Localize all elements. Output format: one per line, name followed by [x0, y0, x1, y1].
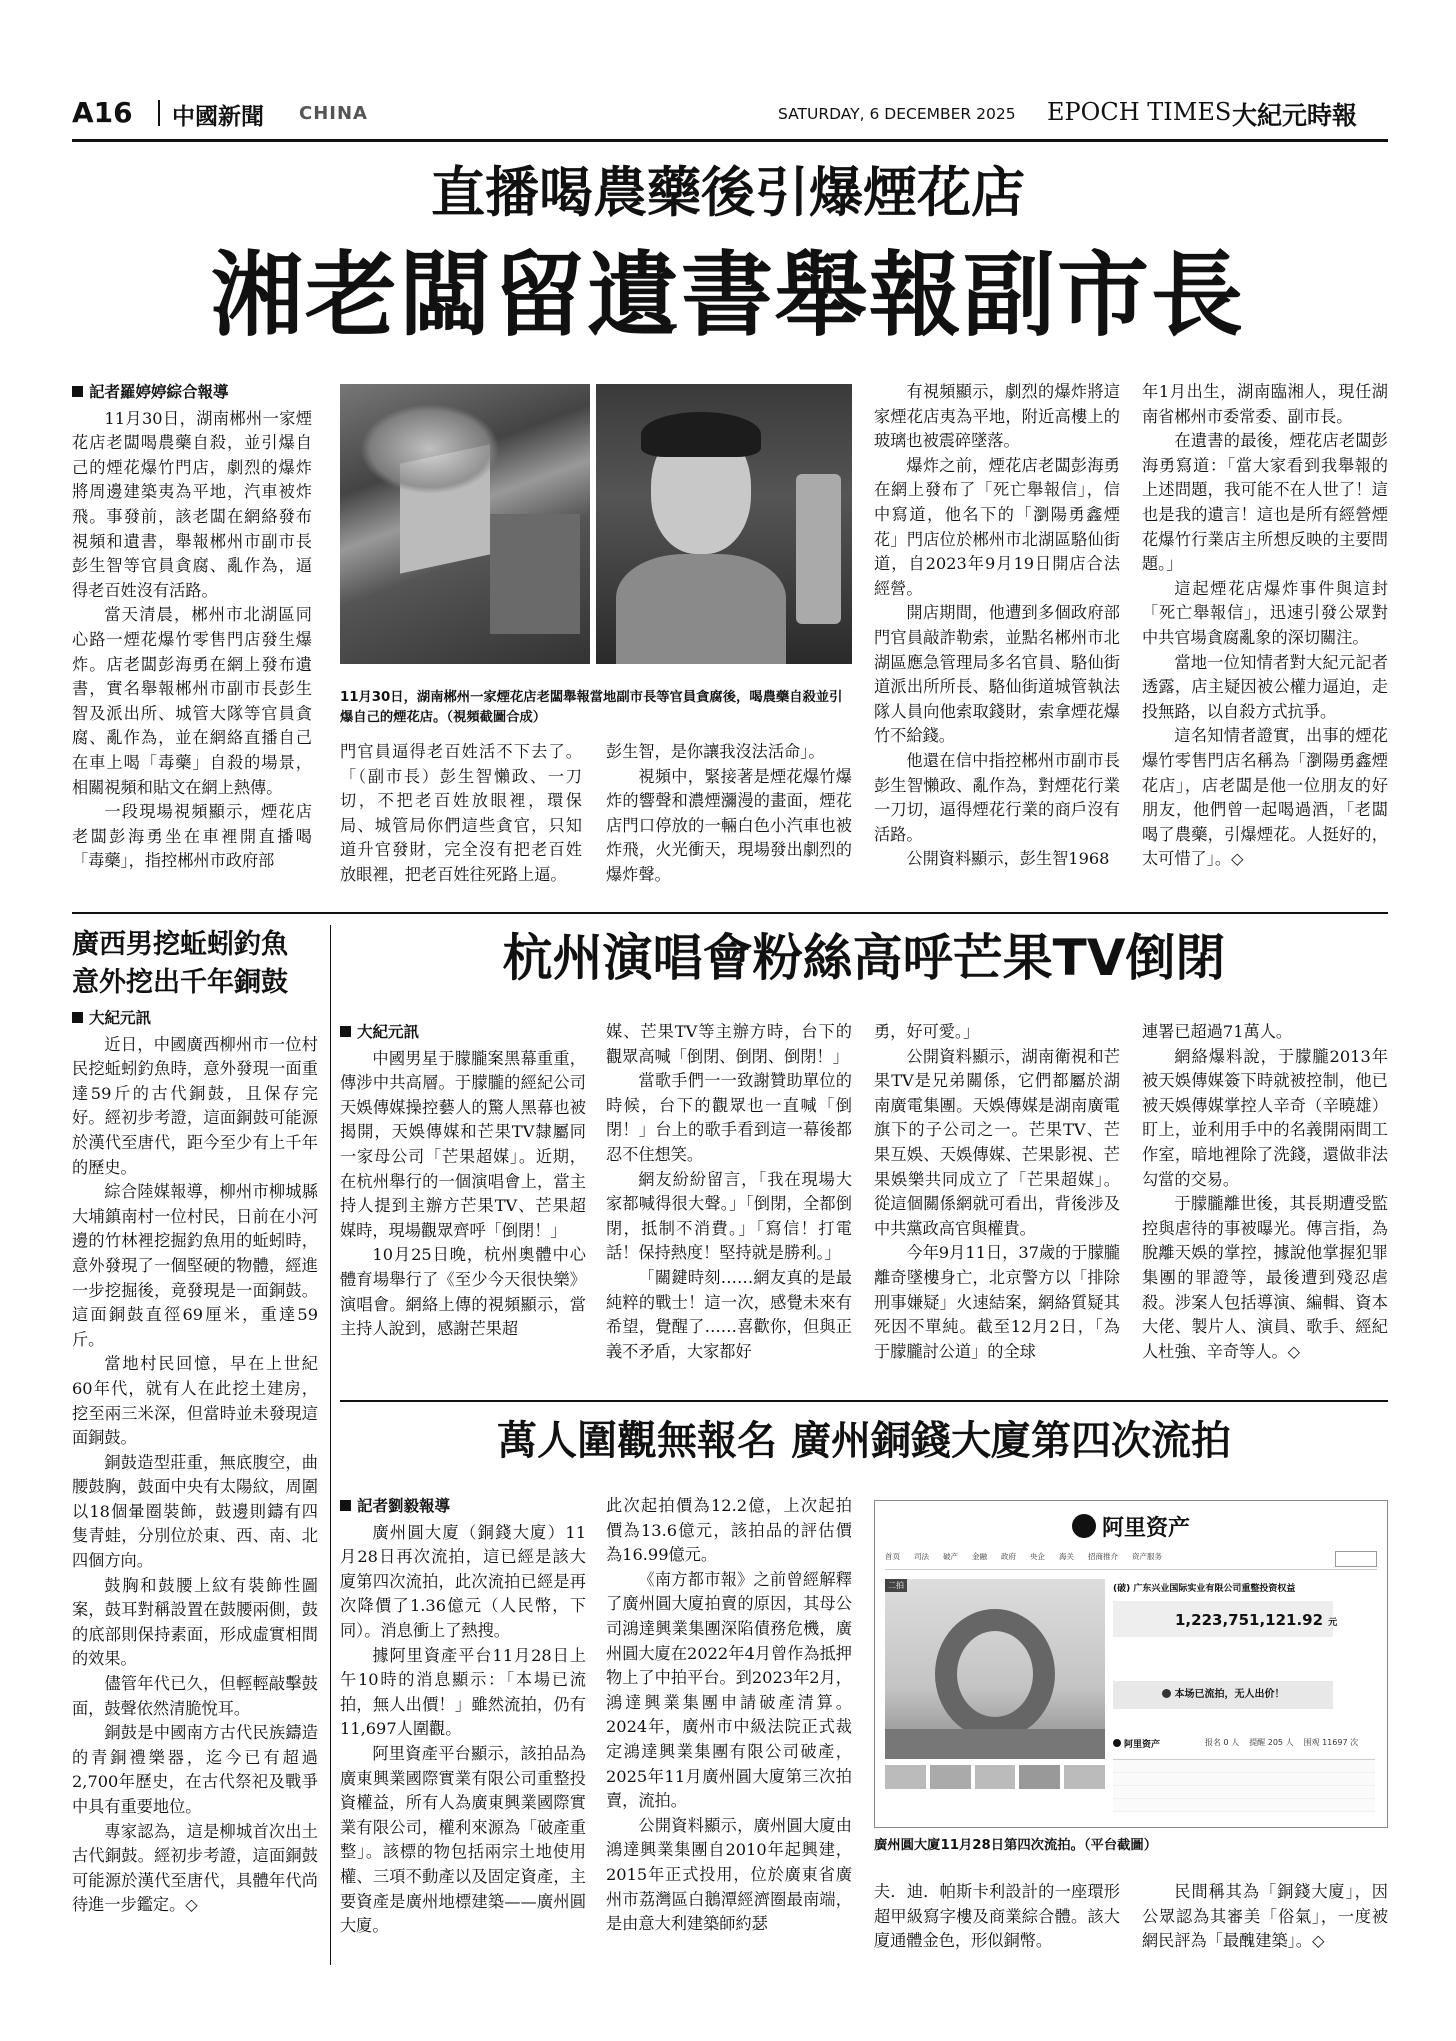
masthead — [72, 94, 1388, 134]
paragraph: 綜合陸媒報導，柳州市柳城縣大埔鎮南村一位村民，日前在小河邊的竹林裡挖掘釣魚用的蚯蚓時，意外發現了一個堅硬的物體，經進一步挖掘後，竟發現是一面銅鼓。這面銅鼓直徑69厘米，重達59斤。 — [72, 1182, 318, 1349]
story1-col1 — [72, 380, 312, 874]
paragraph: 10月25日晚，杭州奧體中心體育場舉行了《至少今天很快樂》演唱會。網絡上傳的視頻顯示，當主持人說到，感謝芒果超 — [340, 1245, 586, 1339]
nav-item[interactable]: 央企 — [1030, 1552, 1045, 1561]
paragraph: 開店期間，他遭到多個政府部門官員敲詐勒索，並點名郴州市北湖區應急管理局多名官員、駱仙街道派出所所長、駱仙街道城管執法隊人員向他索取錢財，索拿煙花爆竹不給錢。 — [874, 603, 1120, 746]
screenshot-brand: 阿里资产 — [875, 1511, 1387, 1542]
byline-square-icon — [340, 1026, 351, 1037]
story2-byline: 大紀元訊 — [72, 1006, 318, 1031]
story4-caption: 廣州圓大廈11月28日第四次流拍。（平台截圖） — [874, 1838, 1157, 1853]
story1-byline: 記者羅婷婷綜合報導 — [72, 380, 312, 405]
story4-col4 — [1142, 1880, 1388, 1954]
story2-body — [72, 1006, 318, 1918]
byline-square-icon — [72, 1012, 83, 1023]
paragraph: 鼓胸和鼓腰上紋有裝飾性圖案，鼓耳對稱設置在鼓腰兩側，鼓的底部則保持素面，形成虛實相間的效果。 — [72, 1575, 318, 1669]
story2-headline-line1: 廣西男挖蚯蚓釣魚 — [72, 929, 288, 960]
section-title-en: CHINA — [299, 103, 368, 124]
paragraph: 阿里資產平台顯示，該拍品為廣東興業國際實業有限公司重整投資權益，所有人為廣東興業國際實業有限公司，權利來源為「破產重整」。該標的物包括兩宗土地使用權、三項不動產以及固定資產，主要資產是廣州地標建築——廣州圓大廈。 — [340, 1743, 586, 1936]
story3-col3 — [874, 1020, 1120, 1364]
paragraph: 近日，中國廣西柳州市一位村民挖蚯蚓釣魚時，意外發現一面重達59斤的古代銅鼓，且保存完好。經初步考證，這面銅鼓可能源於漢代至唐代，距今至少有上千年的歷史。 — [72, 1034, 318, 1177]
paragraph: 11月30日，湖南郴州一家煙花店老闆喝農藥自殺，並引爆自己的煙花爆竹門店，劇烈的爆炸將周邊建築夷為平地，汽車被炸飛。事發前，該老闆在網絡發布視頻和遺書，舉報郴州市副市長彭生智等官員貪腐、亂作為，逼得老百姓沒有活路。 — [72, 408, 312, 600]
paragraph: 這名知情者證實，出事的煙花爆竹零售門店名稱為「瀏陽勇鑫煙花店」，店老闆是他一位朋友的好朋友，他們曾一起喝過酒，「老闆喝了農藥，引爆煙花。人挺好的，太可惜了」。◇ — [1142, 726, 1388, 869]
paragraph: 「關鍵時刻……網友真的是最純粹的戰士！這一次，感覺未來有希望，覺醒了……喜歡你，但與正義不矛盾，大家都好 — [606, 1267, 852, 1361]
stat-item: 围观 11697 次 — [1303, 1738, 1359, 1747]
lot-price: 1,223,751,121.92 元 — [1175, 1611, 1338, 1629]
nav-item[interactable]: 招商推介 — [1088, 1552, 1118, 1561]
paragraph: 彭生智，是你讓我沒法活命」。 — [606, 742, 825, 761]
paragraph: 夫．迪．帕斯卡利設計的一座環形超甲級寫字樓及商業綜合體。該大廈通體金色，形似銅幣。 — [874, 1882, 1120, 1951]
paragraph: 《南方都市報》之前曾經解釋了廣州圓大廈拍賣的原因，其母公司鴻達興業集團深陷債務危機，廣州圓大廈在2022年4月曾作為抵押物上了中拍平台。到2023年2月，鴻達興業集團申請破產清算。2024年，廣州市中級法院正式裁定鴻達興業集團有限公司破產，2025年11月廣州圓大廈第三次拍賣，流拍。 — [606, 1569, 852, 1811]
lot-status: 本场已流拍，无人出价！ — [1113, 1681, 1333, 1709]
paragraph: 儘管年代已久，但輕輕敲擊鼓面，鼓聲依然清脆悅耳。 — [72, 1674, 318, 1718]
story2-headline-line2: 意外挖出千年銅鼓 — [72, 967, 288, 998]
paragraph: 連署已超過71萬人。 — [1142, 1022, 1293, 1041]
paragraph: 在遺書的最後，煙花店老闆彭海勇寫道：「當大家看到我舉報的上述問題，我可能不在人世了！這也是我的遺言！這也是所有經營煙花爆竹行業店主所想反映的主要問題。」 — [1142, 431, 1388, 574]
story3-col1 — [340, 1020, 586, 1342]
stat-item: 提醒 205 人 — [1249, 1738, 1294, 1747]
thumbnail-strip — [885, 1765, 1105, 1789]
screenshot-nav — [885, 1551, 1377, 1570]
story2-headline — [72, 926, 322, 1002]
story1-photo — [340, 384, 852, 664]
nav-item[interactable]: 破产 — [943, 1552, 958, 1561]
paragraph: 銅鼓是中國南方古代民族鑄造的青銅禮樂器，迄今已有超過2,700年歷史，在古代祭祀及戰爭中具有重要地位。 — [72, 1723, 318, 1816]
info-icon — [1162, 1689, 1171, 1698]
paragraph: 網友紛紛留言，「我在現場大家都喊得很大聲。」「倒閉，全都倒閉，抵制不消費。」「寫信！打電話！保持熱度！堅持就是勝利。」 — [606, 1169, 852, 1263]
page-number: A16 — [72, 96, 133, 129]
explosion-aerial-photo — [340, 384, 590, 664]
lot-tag: 二拍 — [885, 1579, 907, 1592]
story1-col3 — [606, 740, 852, 888]
paragraph: 中國男星于朦朧案黑幕重重，傳涉中共高層。于朦朧的經紀公司天娛傳媒操控藝人的驚人黑幕也被揭開，天娛傳媒和芒果TV隸屬同一家母公司「芒果超媒」。近期，在杭州舉行的一個演唱會上，當主持人提到主辦方芒果TV、芒果超媒時，現場觀眾齊呼「倒閉！」 — [340, 1048, 586, 1240]
byline-square-icon — [340, 1500, 351, 1511]
paragraph: 爆炸之前，煙花店老闆彭海勇在網上發布了「死亡舉報信」，信中寫道，他名下的「瀏陽勇鑫煙花」門店位於郴州市北湖區駱仙街道，自2023年9月19日開店合法經營。 — [874, 455, 1120, 598]
shop-owner-photo — [596, 384, 852, 664]
story1-headline-main: 湘老闆留遺書舉報副市長 — [210, 241, 1245, 349]
building-photo — [885, 1579, 1105, 1759]
story4-col3 — [874, 1880, 1120, 1954]
story1-caption: 11月30日，湖南郴州一家煙花店老闆舉報當地副市長等官員貪腐後，喝農藥自殺並引爆自己的煙花店。（視頻截圖合成） — [340, 690, 843, 725]
brand-name-cn: 大紀元時報 — [1232, 101, 1358, 130]
nav-item[interactable]: 首页 — [885, 1552, 900, 1561]
paragraph: 今年9月11日，37歲的于朦朧離奇墜樓身亡，北京警方以「排除刑事嫌疑」火速結案，網絡質疑其死因不單純。截至12月2日，「為于朦朧討公道」的全球 — [874, 1243, 1120, 1361]
paragraph: 這起煙花店爆炸事件與這封「死亡舉報信」，迅速引發公眾對中共官場貪腐亂象的深切關注。 — [1142, 578, 1388, 647]
nav-item[interactable]: 金融 — [972, 1552, 987, 1561]
paragraph: 公開資料顯示，彭生智1968 — [906, 849, 1110, 869]
screenshot-search[interactable] — [1335, 1551, 1377, 1567]
story3-byline: 大紀元訊 — [340, 1020, 586, 1045]
paragraph: 當歌手們一一致謝贊助單位的時候，台下的觀眾也一直喊「倒閉！」台上的歌手看到這一幕後都忍不住想笑。 — [606, 1071, 852, 1164]
story3-col2 — [606, 1020, 852, 1364]
paragraph: 一段現場視頻顯示，煙花店老闆彭海勇坐在車裡開直播喝「毒藥」，指控郴州市政府部 — [72, 802, 312, 871]
story1-col2 — [340, 740, 582, 888]
story4-col2 — [606, 1494, 852, 1937]
nav-item[interactable]: 资产服务 — [1132, 1552, 1162, 1561]
brand-name: EPOCH TIMES — [1047, 98, 1232, 126]
paragraph: 于朦朧離世後，其長期遭受監控與虐待的事被曝光。傳言指，為脫離天娛的掌控，據說他掌握犯罪集團的罪證等，最後遭到殘忍虐殺。涉案人包括導演、編輯、資本大佬、製片人、演員、歌手、經紀人杜強、辛奇等人。◇ — [1142, 1194, 1388, 1361]
paragraph: 年1月出生，湖南臨湘人，現任湖南省郴州市委常委、副市長。 — [1142, 382, 1388, 426]
masthead-rule — [72, 139, 1388, 142]
paragraph: 公開資料顯示，廣州圓大廈由鴻達興業集團自2010年起興建，2015年正式投用，位於廣東省廣州市荔灣區白鵝潭經濟圈最南端，是由意大利建築師約瑟 — [606, 1815, 852, 1934]
ali-logo-icon — [1072, 1514, 1096, 1538]
detail-table — [1113, 1759, 1375, 1812]
seller-logo-icon — [1113, 1739, 1121, 1747]
nav-item[interactable]: 政府 — [1001, 1552, 1016, 1561]
story1-col4 — [874, 380, 1120, 872]
paragraph: 此次起拍價為12.2億，上次起拍價為13.6億元，該拍品的評估價為16.99億元。 — [606, 1496, 852, 1565]
paragraph: 媒、芒果TV等主辦方時，台下的觀眾高喊「倒閉、倒閉、倒閉！」 — [606, 1022, 852, 1066]
story3-col4 — [1142, 1020, 1388, 1364]
story1-col5 — [1142, 380, 1388, 872]
story4-col1 — [340, 1494, 586, 1939]
nav-item[interactable]: 海关 — [1059, 1552, 1074, 1561]
paragraph: 當天清晨，郴州市北湖區同心路一煙花爆竹零售門店發生爆炸。店老闆彭海勇在網上發布遺書，實名舉報郴州市副市長彭生智及派出所、城管大隊等官員貪腐、亂作為，並在網絡直播自己在車上喝「毒藥」自殺的場景，相關視頻和貼文在網上熱傳。 — [72, 605, 312, 797]
section-title: 中國新聞 — [172, 104, 264, 130]
paragraph: 有視頻顯示，劇烈的爆炸將這家煙花店夷為平地，附近高樓上的玻璃也被震碎墜落。 — [874, 382, 1120, 451]
stat-item: 报名 0 人 — [1205, 1738, 1240, 1747]
lot-stats — [1205, 1737, 1358, 1748]
paragraph: 公開資料顯示，湖南衛視和芒果TV是兄弟關係，它們都屬於湖南廣電集團。天娛傳媒是湖南廣電旗下的子公司之一。芒果TV、芒果互娛、天娛傳媒、芒果影視、芒果娛樂共同成立了「芒果超媒」。從這個關係網就可看出，背後涉及中共黨政高官與權貴。 — [874, 1046, 1120, 1238]
paragraph: 視頻中，緊接著是煙花爆竹爆炸的響聲和濃煙瀰漫的畫面，煙花店門口停放的一輛白色小汽車也被炸飛，火光衝天，現場發出劇烈的爆炸聲。 — [606, 766, 852, 884]
coin-building-icon — [935, 1609, 1055, 1739]
paragraph: 銅鼓造型莊重，無底腹空，曲腰鼓胸，鼓面中央有太陽紋，周圍以18個暈圈裝飾，鼓邊則鑄有四隻青蛙，分別位於東、西、南、北四個方向。 — [72, 1452, 318, 1571]
paragraph: 他還在信中指控郴州市副市長彭生智懶政、亂作為，對煙花行業一刀切，逼得煙花行業的商戶沒有活路。 — [874, 750, 1120, 844]
paragraph: 門官員逼得老百姓活不下去了。「（副市長）彭生智懶政、一刀切，不把老百姓放眼裡，環保局、城管局你們這些貪官，只知道升官發財，完全沒有把老百姓放眼裡，把老百姓往死路上逼。 — [340, 742, 582, 884]
paragraph: 網絡爆料說，于朦朧2013年被天娛傳媒簽下時就被控制，他已被天娛傳媒掌控人辛奇（辛曉雄）盯上，並利用手中的名義開兩間工作室，暗地裡除了洗錢，還做非法勾當的交易。 — [1142, 1046, 1388, 1189]
section-rule — [340, 1400, 1388, 1402]
paragraph: 專家認為，這是柳城首次出土古代銅鼓。經初步考證，這面銅鼓可能源於漢代至唐代，具體年代尚待進一步鑑定。◇ — [72, 1821, 318, 1915]
paragraph: 當地村民回憶，早在上世紀60年代，就有人在此挖土建房，挖至兩三米深，但當時並未發現這面銅鼓。 — [72, 1354, 318, 1448]
paragraph: 民間稱其為「銅錢大廈」，因公眾認為其審美「俗氣」，一度被網民評為「最醜建築」。◇ — [1142, 1882, 1388, 1951]
story4-byline: 記者劉毅報導 — [340, 1494, 586, 1519]
auction-screenshot — [874, 1500, 1388, 1828]
issue-date: SATURDAY, 6 DECEMBER 2025 — [778, 105, 1016, 123]
story3-headline: 杭州演唱會粉絲高呼芒果TV倒閉 — [502, 929, 1226, 987]
paragraph: 廣州圓大廈（銅錢大廈）11月28日再次流拍，這已經是該大廈第四次流拍，此次流拍已經是再次降價了1.36億元（人民幣，下同）。消息衝上了熱搜。 — [340, 1522, 586, 1640]
story4-headline: 萬人圍觀無報名 廣州銅錢大廈第四次流拍 — [497, 1418, 1231, 1464]
masthead-divider — [158, 100, 160, 126]
seller-name: 阿里资产 — [1113, 1737, 1160, 1750]
section-rule — [72, 912, 1388, 914]
byline-square-icon — [72, 386, 83, 397]
column-divider — [330, 925, 331, 1965]
nav-item[interactable]: 司法 — [914, 1552, 929, 1561]
paragraph: 當地一位知情者對大紀元記者透露，店主疑因被公權力逼迫，走投無路，以自殺方式抗爭。 — [1142, 652, 1388, 721]
paragraph: 據阿里資產平台11月28日上午10時的消息顯示：「本場已流拍，無人出價！」雖然流拍，仍有11,697人圍觀。 — [340, 1645, 586, 1739]
story1-headline-top: 直播喝農藥後引爆煙花店 — [431, 161, 1025, 224]
lot-title: (破) 广东兴业国际实业有限公司重整投资权益 — [1113, 1584, 1296, 1594]
paragraph: 勇，好可愛。」 — [874, 1022, 980, 1041]
